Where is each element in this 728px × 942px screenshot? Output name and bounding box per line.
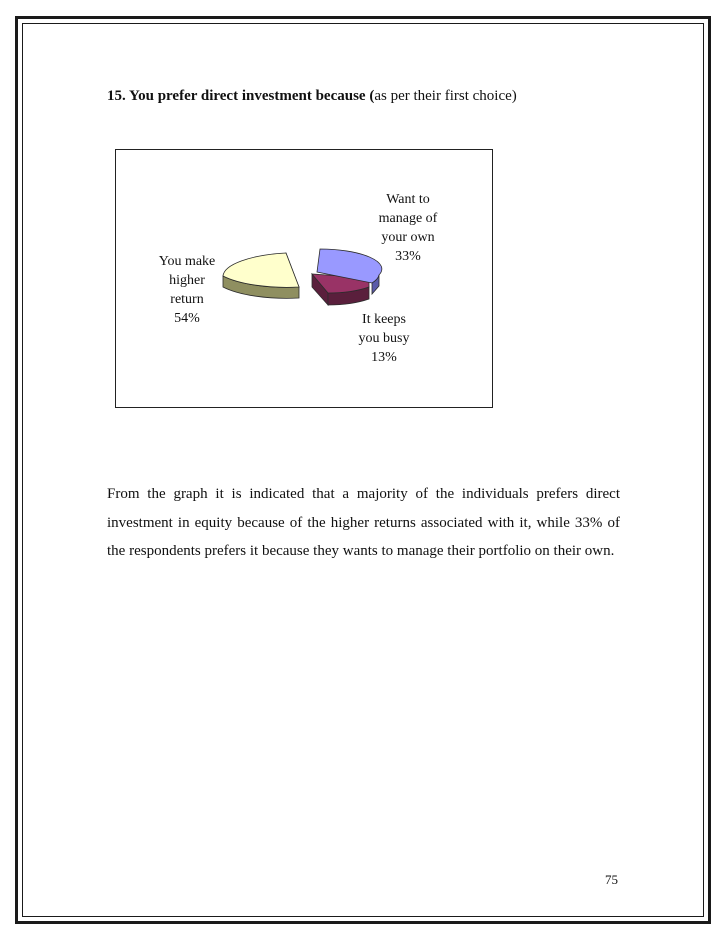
label-manage-own bbox=[368, 190, 448, 266]
question-heading bbox=[107, 88, 517, 105]
label-keeps-busy-pct: 13% bbox=[371, 350, 397, 365]
label-keeps-busy bbox=[344, 310, 424, 367]
label-higher-return-line-3: return bbox=[170, 292, 204, 307]
label-manage-own-line-1: Want to bbox=[386, 192, 430, 207]
page-number: 75 bbox=[605, 872, 618, 887]
label-higher-return-pct: 54% bbox=[174, 311, 200, 326]
label-manage-own-line-2: manage of bbox=[378, 211, 438, 226]
label-keeps-busy-line-1: It keeps bbox=[362, 312, 406, 327]
question-normal-text: as per their first choice) bbox=[374, 88, 517, 104]
question-bold-text: 15. You prefer direct investment because ( bbox=[107, 88, 375, 104]
label-manage-own-pct: 33% bbox=[395, 249, 421, 264]
label-higher-return bbox=[152, 252, 222, 328]
analysis-paragraph: From the graph it is indicated that a majority of the individuals prefers direct investment in equity because of the higher returns associated with it, while 33% of the respondents prefers it because they wants to manage their portfolio on their own. bbox=[107, 486, 620, 559]
label-manage-own-line-3: your own bbox=[381, 230, 435, 245]
label-keeps-busy-line-2: you busy bbox=[358, 331, 410, 346]
label-higher-return-line-1: You make bbox=[158, 254, 216, 269]
pie-chart bbox=[115, 149, 493, 408]
label-higher-return-line-2: higher bbox=[169, 273, 205, 288]
